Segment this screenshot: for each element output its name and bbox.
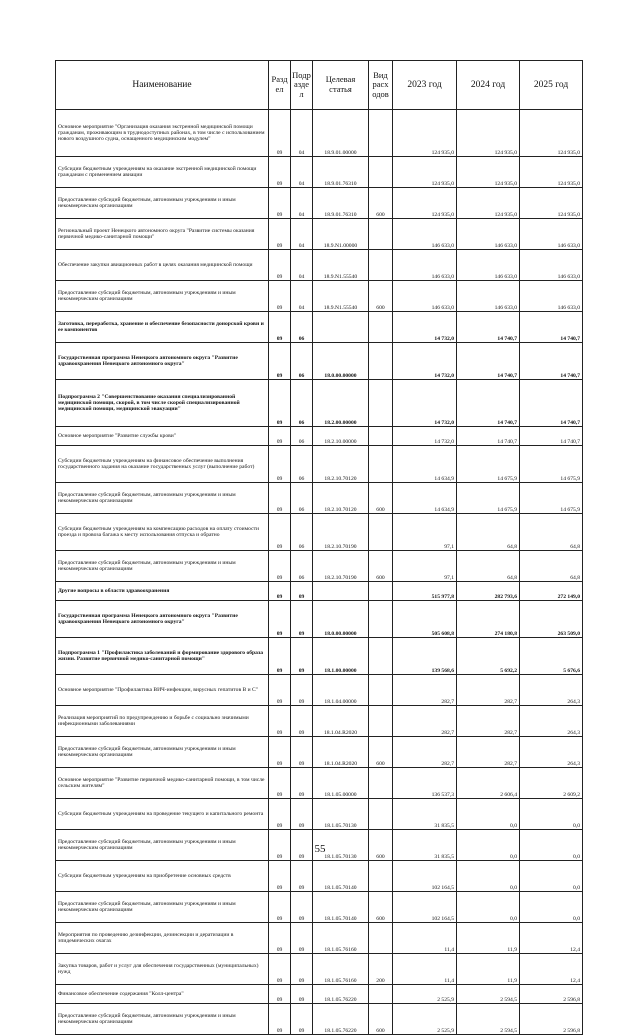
cell-2024: 0,0 [457, 861, 520, 892]
cell-section: 09 [269, 601, 291, 638]
cell-target: 18.1.00.00000 [313, 638, 369, 675]
cell-section: 09 [269, 799, 291, 830]
table-row [56, 582, 583, 601]
cell-2024: 5 692,2 [457, 638, 520, 675]
cell-2025: 146 633,0 [520, 250, 583, 281]
cell-2023: 124 935,0 [393, 157, 457, 188]
cell-target: 18.2.10.70120 [313, 446, 369, 483]
cell-2025: 272 149,0 [520, 582, 583, 601]
cell-section: 09 [269, 157, 291, 188]
cell-2025: 64,8 [520, 551, 583, 582]
cell-2025: 2 596,8 [520, 1004, 583, 1035]
cell-exp-type [369, 601, 393, 638]
cell-name: Основное мероприятие "Развитие первичной медико-санитарной помощи, в том числе сельским жителям" [56, 768, 269, 799]
table-row [56, 219, 583, 250]
cell-2023: 146 633,0 [393, 281, 457, 312]
cell-2023: 97,1 [393, 551, 457, 582]
cell-2024: 11,9 [457, 923, 520, 954]
cell-2024: 146 633,0 [457, 281, 520, 312]
cell-2025: 0,0 [520, 892, 583, 923]
cell-2025: 12,4 [520, 923, 583, 954]
cell-2025: 2 596,8 [520, 985, 583, 1004]
cell-exp-type [369, 861, 393, 892]
cell-2025: 14 740,7 [520, 427, 583, 446]
cell-section: 09 [269, 312, 291, 343]
cell-target: 18.1.05.70140 [313, 892, 369, 923]
cell-subsection: 09 [291, 861, 313, 892]
cell-2023: 136 537,3 [393, 768, 457, 799]
cell-2024: 146 633,0 [457, 219, 520, 250]
cell-2024: 0,0 [457, 830, 520, 861]
cell-exp-type [369, 675, 393, 706]
cell-target: 18.1.05.76160 [313, 923, 369, 954]
table-row [56, 427, 583, 446]
header-target: Целевая статья [313, 61, 369, 110]
cell-exp-type [369, 923, 393, 954]
cell-section: 09 [269, 892, 291, 923]
cell-2025: 14 740,7 [520, 380, 583, 427]
cell-exp-type [369, 799, 393, 830]
cell-section: 09 [269, 638, 291, 675]
cell-exp-type [369, 638, 393, 675]
header-2023: 2023 год [393, 61, 457, 110]
cell-2023: 14 634,9 [393, 446, 457, 483]
cell-target: 18.2.00.00000 [313, 380, 369, 427]
cell-section: 09 [269, 281, 291, 312]
cell-section: 09 [269, 514, 291, 551]
table-row [56, 601, 583, 638]
cell-section: 09 [269, 380, 291, 427]
table-row [56, 250, 583, 281]
cell-section: 09 [269, 737, 291, 768]
cell-exp-type: 600 [369, 551, 393, 582]
table-row [56, 380, 583, 427]
cell-2023: 11,4 [393, 954, 457, 985]
cell-name: Реализация мероприятий по предупреждению и борьбе с социально значимыми инфекционными заболеваниями [56, 706, 269, 737]
cell-2024: 2 594,5 [457, 1004, 520, 1035]
table-row [56, 551, 583, 582]
cell-2025: 124 935,0 [520, 110, 583, 157]
cell-2025: 264,3 [520, 706, 583, 737]
cell-2023: 14 732,0 [393, 343, 457, 380]
cell-section: 09 [269, 985, 291, 1004]
cell-subsection: 09 [291, 985, 313, 1004]
table-row [56, 675, 583, 706]
cell-target: 18.1.05.70130 [313, 830, 369, 861]
cell-2024: 64,8 [457, 551, 520, 582]
table-row [56, 281, 583, 312]
cell-target: 18.9.01.76310 [313, 188, 369, 219]
cell-2024: 0,0 [457, 892, 520, 923]
cell-2023: 31 835,5 [393, 799, 457, 830]
cell-subsection: 09 [291, 582, 313, 601]
table-row [56, 706, 583, 737]
cell-subsection: 09 [291, 768, 313, 799]
cell-section: 09 [269, 830, 291, 861]
cell-2023: 515 977,8 [393, 582, 457, 601]
table-row [56, 1004, 583, 1035]
cell-target: 18.9.01.76310 [313, 157, 369, 188]
cell-name: Субсидии бюджетным учреждениям на оказание экстренной медицинской помощи гражданам с применением авиации [56, 157, 269, 188]
cell-target: 18.2.10.70190 [313, 514, 369, 551]
cell-name: Субсидии бюджетным учреждениям на финансовое обеспечение выполнения государственного задания на оказание государственных услуг (выполнение работ) [56, 446, 269, 483]
cell-target: 18.2.10.00000 [313, 427, 369, 446]
cell-subsection: 09 [291, 737, 313, 768]
cell-2024: 124 935,0 [457, 110, 520, 157]
cell-2024: 146 633,0 [457, 250, 520, 281]
cell-target: 18.1.04.R2020 [313, 737, 369, 768]
cell-exp-type [369, 768, 393, 799]
cell-2023: 14 732,0 [393, 427, 457, 446]
cell-2023: 146 633,0 [393, 219, 457, 250]
cell-exp-type: 600 [369, 737, 393, 768]
cell-target: 18.1.04.00000 [313, 675, 369, 706]
cell-2023: 14 732,0 [393, 312, 457, 343]
cell-2025: 64,8 [520, 514, 583, 551]
cell-2025: 14 740,7 [520, 312, 583, 343]
cell-section: 09 [269, 250, 291, 281]
cell-subsection: 09 [291, 1004, 313, 1035]
cell-2024: 14 740,7 [457, 343, 520, 380]
cell-section: 09 [269, 427, 291, 446]
cell-section: 09 [269, 188, 291, 219]
cell-exp-type [369, 250, 393, 281]
cell-2025: 124 935,0 [520, 157, 583, 188]
table-row [56, 188, 583, 219]
cell-2024: 14 740,7 [457, 312, 520, 343]
cell-2025: 264,3 [520, 675, 583, 706]
cell-target: 18.9.01.00000 [313, 110, 369, 157]
cell-2025: 5 676,6 [520, 638, 583, 675]
cell-target: 18.2.10.70120 [313, 483, 369, 514]
table-row [56, 892, 583, 923]
cell-2023: 2 525,9 [393, 1004, 457, 1035]
table-row [56, 861, 583, 892]
cell-2023: 282,7 [393, 737, 457, 768]
cell-2023: 282,7 [393, 706, 457, 737]
cell-subsection: 09 [291, 954, 313, 985]
cell-subsection: 09 [291, 830, 313, 861]
cell-subsection: 06 [291, 427, 313, 446]
cell-subsection: 06 [291, 446, 313, 483]
cell-name: Предоставление субсидий бюджетным, автономным учреждениям и иным некоммерческим организациям [56, 830, 269, 861]
cell-2025: 12,4 [520, 954, 583, 985]
cell-subsection: 06 [291, 380, 313, 427]
cell-name: Предоставление субсидий бюджетным, автономным учреждениям и иным некоммерческим организациям [56, 892, 269, 923]
cell-exp-type [369, 110, 393, 157]
cell-target: 18.0.00.00000 [313, 343, 369, 380]
cell-section: 09 [269, 343, 291, 380]
table-row [56, 343, 583, 380]
cell-subsection: 09 [291, 799, 313, 830]
cell-2024: 282 793,6 [457, 582, 520, 601]
cell-name: Предоставление субсидий бюджетным, автономным учреждениям и иным некоммерческим организациям [56, 483, 269, 514]
cell-2024: 282,7 [457, 706, 520, 737]
cell-2025: 14 675,9 [520, 483, 583, 514]
cell-subsection: 09 [291, 638, 313, 675]
cell-section: 09 [269, 954, 291, 985]
table-body [56, 110, 583, 1035]
cell-target: 18.1.04.R2020 [313, 706, 369, 737]
cell-section: 09 [269, 768, 291, 799]
table-row [56, 514, 583, 551]
cell-2023: 124 935,0 [393, 188, 457, 219]
cell-exp-type [369, 582, 393, 601]
cell-subsection: 06 [291, 514, 313, 551]
cell-2025: 124 935,0 [520, 188, 583, 219]
cell-2024: 14 740,7 [457, 380, 520, 427]
cell-section: 09 [269, 861, 291, 892]
cell-2023: 139 568,6 [393, 638, 457, 675]
cell-name: Субсидии бюджетным учреждениям на компенсацию расходов на оплату стоимости проезда и провоза багажа к месту использования отпуска и обратно [56, 514, 269, 551]
cell-2024: 0,0 [457, 799, 520, 830]
cell-2023: 2 525,9 [393, 985, 457, 1004]
cell-2024: 14 675,9 [457, 483, 520, 514]
cell-name: Предоставление субсидий бюджетным, автономным учреждениям и иным некоммерческим организациям [56, 551, 269, 582]
table-row [56, 157, 583, 188]
cell-name: Заготовка, переработка, хранение и обеспечение безопасности донорской крови и ее компонентов [56, 312, 269, 343]
cell-exp-type [369, 446, 393, 483]
cell-2024: 11,9 [457, 954, 520, 985]
cell-section: 09 [269, 483, 291, 514]
cell-subsection: 04 [291, 250, 313, 281]
cell-name: Другие вопросы в области здравоохранения [56, 582, 269, 601]
cell-target: 18.1.05.70140 [313, 861, 369, 892]
cell-2023: 97,1 [393, 514, 457, 551]
cell-subsection: 09 [291, 892, 313, 923]
cell-2025: 146 633,0 [520, 281, 583, 312]
header-exp-type: Вид расх одов [369, 61, 393, 110]
cell-subsection: 09 [291, 675, 313, 706]
cell-exp-type: 600 [369, 830, 393, 861]
header-section: Разд ел [269, 61, 291, 110]
cell-subsection: 04 [291, 188, 313, 219]
cell-2025: 14 740,7 [520, 343, 583, 380]
table-row [56, 446, 583, 483]
cell-exp-type [369, 380, 393, 427]
cell-2024: 64,8 [457, 514, 520, 551]
cell-target: 18.2.10.70190 [313, 551, 369, 582]
cell-exp-type: 600 [369, 892, 393, 923]
cell-name: Предоставление субсидий бюджетным, автономным учреждениям и иным некоммерческим организациям [56, 1004, 269, 1035]
cell-name: Государственная программа Ненецкого автономного округа "Развитие здравоохранения Ненецкого автономного округа" [56, 343, 269, 380]
cell-subsection: 06 [291, 343, 313, 380]
cell-section: 09 [269, 219, 291, 250]
cell-subsection: 09 [291, 706, 313, 737]
header-2024: 2024 год [457, 61, 520, 110]
cell-exp-type [369, 219, 393, 250]
header-row [56, 61, 583, 110]
cell-2023: 124 935,0 [393, 110, 457, 157]
cell-2024: 274 180,8 [457, 601, 520, 638]
cell-exp-type: 600 [369, 483, 393, 514]
table-row [56, 638, 583, 675]
page-number: 55 [314, 843, 326, 855]
table-row [56, 923, 583, 954]
cell-2025: 2 609,2 [520, 768, 583, 799]
cell-2023: 102 164,5 [393, 892, 457, 923]
cell-2025: 0,0 [520, 830, 583, 861]
cell-subsection: 09 [291, 601, 313, 638]
cell-exp-type [369, 312, 393, 343]
cell-name: Мероприятия по проведению дезинфекции, дезинсекции и дератизации в эпидемических очагах [56, 923, 269, 954]
cell-name: Субсидии бюджетным учреждениям на проведение текущего и капитального ремонта [56, 799, 269, 830]
table-row [56, 110, 583, 157]
table-row [56, 768, 583, 799]
cell-target: 18.1.05.00000 [313, 768, 369, 799]
cell-target: 18.9.N1.00000 [313, 219, 369, 250]
cell-target: 18.1.05.76220 [313, 985, 369, 1004]
cell-2023: 505 608,8 [393, 601, 457, 638]
cell-2024: 282,7 [457, 737, 520, 768]
cell-exp-type [369, 514, 393, 551]
cell-name: Основное мероприятие "Развитие службы крови" [56, 427, 269, 446]
cell-target: 18.1.05.76220 [313, 1004, 369, 1035]
cell-subsection: 06 [291, 483, 313, 514]
header-name: Наименование [56, 61, 269, 110]
cell-2023: 14 732,0 [393, 380, 457, 427]
cell-target: 18.1.05.70130 [313, 799, 369, 830]
cell-name: Подпрограмма 1 "Профилактика заболеваний и формирование здорового образа жизни. Развитие первичной медико-санитарной помощи" [56, 638, 269, 675]
cell-exp-type: 600 [369, 1004, 393, 1035]
table-row [56, 737, 583, 768]
cell-exp-type [369, 343, 393, 380]
cell-section: 09 [269, 110, 291, 157]
cell-exp-type [369, 427, 393, 446]
cell-name: Региональный проект Ненецкого автономного округа "Развитие системы оказания первичной медико-санитарной помощи" [56, 219, 269, 250]
cell-2023: 146 633,0 [393, 250, 457, 281]
cell-subsection: 04 [291, 110, 313, 157]
cell-2024: 14 675,9 [457, 446, 520, 483]
cell-target: 18.1.05.76160 [313, 954, 369, 985]
table-row [56, 954, 583, 985]
cell-section: 09 [269, 923, 291, 954]
cell-2023: 102 164,5 [393, 861, 457, 892]
cell-section: 09 [269, 551, 291, 582]
cell-name: Основное мероприятие "Профилактика ВИЧ-инфекции, вирусных гепатитов В и С" [56, 675, 269, 706]
cell-target: 18.0.00.00000 [313, 601, 369, 638]
cell-name: Предоставление субсидий бюджетным, автономным учреждениям и иным некоммерческим организациям [56, 281, 269, 312]
cell-subsection: 04 [291, 281, 313, 312]
cell-2025: 264,3 [520, 737, 583, 768]
cell-exp-type [369, 985, 393, 1004]
cell-name: Закупка товаров, работ и услуг для обеспечения государственных (муниципальных) нужд [56, 954, 269, 985]
cell-name: Государственная программа Ненецкого автономного округа "Развитие здравоохранения Ненецкого автономного округа" [56, 601, 269, 638]
cell-name: Предоставление субсидий бюджетным, автономным учреждениям и иным некоммерческим организациям [56, 188, 269, 219]
cell-2023: 14 634,9 [393, 483, 457, 514]
cell-2025: 0,0 [520, 799, 583, 830]
cell-target: 18.9.N1.55540 [313, 281, 369, 312]
cell-target: 18.9.N1.55540 [313, 250, 369, 281]
cell-section: 09 [269, 706, 291, 737]
cell-2025: 146 633,0 [520, 219, 583, 250]
cell-target [313, 312, 369, 343]
cell-2023: 11,4 [393, 923, 457, 954]
cell-2025: 263 509,0 [520, 601, 583, 638]
cell-2024: 124 935,0 [457, 188, 520, 219]
cell-subsection: 06 [291, 312, 313, 343]
budget-table [55, 60, 583, 1035]
table-row [56, 799, 583, 830]
cell-2024: 282,7 [457, 675, 520, 706]
cell-exp-type: 200 [369, 954, 393, 985]
header-2025: 2025 год [520, 61, 583, 110]
cell-section: 09 [269, 675, 291, 706]
table-row [56, 985, 583, 1004]
cell-name: Предоставление субсидий бюджетным, автономным учреждениям и иным некоммерческим организациям [56, 737, 269, 768]
cell-2024: 2 594,5 [457, 985, 520, 1004]
cell-2023: 31 835,5 [393, 830, 457, 861]
cell-section: 09 [269, 1004, 291, 1035]
cell-subsection: 06 [291, 551, 313, 582]
cell-2025: 0,0 [520, 861, 583, 892]
table-row [56, 483, 583, 514]
cell-name: Обеспечение закупки авиационных работ в целях оказания медицинской помощи [56, 250, 269, 281]
cell-name: Основное мероприятие "Организация оказания экстренной медицинской помощи гражданам, проживающим в труднодоступных районах, в том числе с использованием нового воздушного судна, оснащенного медицинским модулем" [56, 110, 269, 157]
cell-2025: 14 675,9 [520, 446, 583, 483]
cell-name: Финансовое обеспечение содержания "Колл-центра" [56, 985, 269, 1004]
cell-section: 09 [269, 582, 291, 601]
cell-name: Подпрограмма 2 "Совершенствование оказания специализированной медицинской помощи, скорой, в том числе скорой специализированной медицинской помощи, медицинской эвакуации" [56, 380, 269, 427]
cell-subsection: 04 [291, 157, 313, 188]
cell-subsection: 09 [291, 923, 313, 954]
header-subsection: Подр азде л [291, 61, 313, 110]
cell-target [313, 582, 369, 601]
cell-section: 09 [269, 446, 291, 483]
cell-name: Субсидии бюджетным учреждениям на приобретение основных средств [56, 861, 269, 892]
cell-2024: 2 606,4 [457, 768, 520, 799]
cell-2023: 282,7 [393, 675, 457, 706]
cell-exp-type: 600 [369, 188, 393, 219]
cell-2024: 124 935,0 [457, 157, 520, 188]
cell-2024: 14 740,7 [457, 427, 520, 446]
cell-exp-type [369, 706, 393, 737]
table-row [56, 312, 583, 343]
cell-exp-type [369, 157, 393, 188]
cell-exp-type: 600 [369, 281, 393, 312]
cell-subsection: 04 [291, 219, 313, 250]
